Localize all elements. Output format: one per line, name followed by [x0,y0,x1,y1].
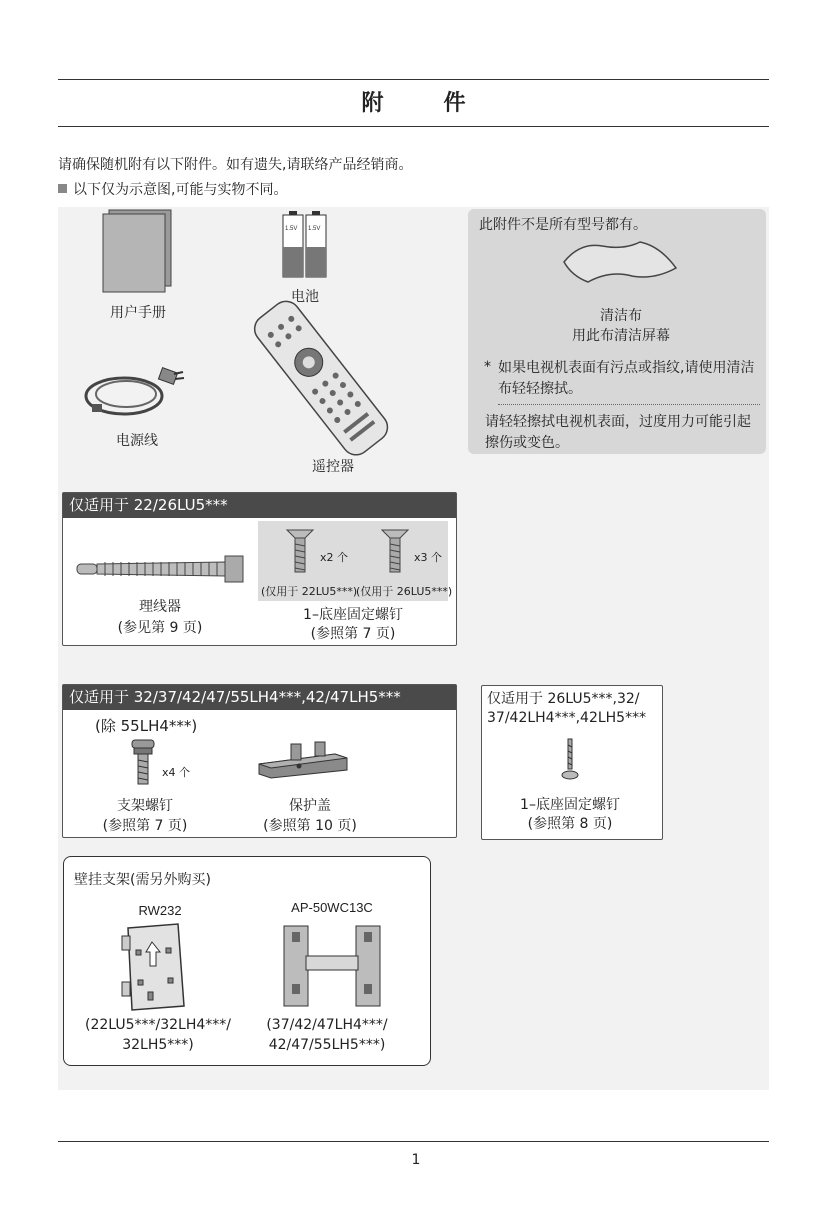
small-box-header-line2: 37/42LH4***,42LH5*** [487,710,647,726]
wall-model-1-fit-1: (22LU5***/32LH4***/ [84,1017,231,1033]
cloth-note-1: 如果电视机表面有污点或指纹,请使用清洁布轻轻擦拭。 [498,360,755,397]
small-box-header-line1: 仅适用于 26LU5***,32/ [487,691,640,707]
small-base-screw-ref: (参照第 8 页) [527,816,613,832]
power-cord-icon [82,366,187,418]
footer-rule [58,1141,769,1142]
cable-holder-icon [75,556,245,582]
screw-x3-note: (仅用于 26LU5***) [356,585,453,598]
manual-icon [103,210,173,292]
cleaning-cloth-icon [562,240,680,284]
stand-screw-count: x4 个 [162,766,191,779]
screw-x2-note: (仅用于 22LU5***) [261,585,358,598]
page-number: 1 [411,1152,421,1168]
intro-line-2-text: 以下仅为示意图,可能与实物不同。 [73,182,288,198]
base-screw-ref: (参照第 7 页) [310,626,396,642]
remote-icon [255,300,395,450]
optional-heading: 此附件不是所有型号都有。 [479,217,647,233]
wall-model-2-fit-1: (37/42/47LH4***/ [266,1017,388,1033]
stand-screw-icon [130,738,156,786]
protection-cover-ref: (参照第 10 页) [263,818,357,834]
wall-model-1-name: RW232 [138,903,182,918]
cable-holder-ref: (参见第 9 页) [117,620,203,636]
note-asterisk: * [484,359,491,375]
wall-bracket-ap50wc13c-icon [280,924,384,1008]
page-title [58,86,769,117]
intro-line-2 [58,179,287,199]
lh-box-header: 仅适用于 32/37/42/47/55LH4***,42/47LH5*** [63,685,456,710]
base-screw-icon-1 [285,528,315,574]
title-char-2: 件 [443,91,466,116]
small-base-screw-label: 1–底座固定螺钉 [520,797,620,813]
battery-label: 电池 [291,289,319,305]
manual-label: 用户手册 [110,305,166,321]
bullet-square-icon [58,184,67,193]
power-cord-label: 电源线 [116,433,158,449]
cloth-name: 清洁布 [600,308,642,324]
battery-label-2: 1.5V [308,226,321,232]
small-base-screw-icon [560,737,580,783]
wall-model-2-name: AP-50WC13C [291,900,373,915]
small-box-header [487,690,646,728]
lu5-box-header: 仅适用于 22/26LU5*** [63,493,456,518]
title-char-1: 附 [361,91,384,116]
lh-except-note: (除 55LH4***) [95,717,198,735]
screw-x2-count: x2 个 [320,551,349,564]
wall-model-2-fit-2: 42/47/55LH5***) [268,1037,386,1053]
top-rule [58,79,769,80]
stand-screw-ref: (参照第 7 页) [102,818,188,834]
screw-x3-count: x3 个 [414,551,443,564]
battery-icon [282,209,328,279]
note-separator [498,404,760,405]
cloth-note-2: 请轻轻擦拭电视机表面，过度用力可能引起擦伤或变色。 [485,414,751,451]
base-screw-icon-2 [380,528,410,574]
wall-bracket-rw232-icon [118,922,198,1012]
intro-line-1: 请确保随机附有以下附件。如有遗失,请联络产品经销商。 [58,157,413,173]
protection-cover-label: 保护盖 [289,798,331,814]
stand-screw-label: 支架螺钉 [117,798,173,814]
base-screw-label: 1–底座固定螺钉 [303,607,403,623]
wall-mount-header: 壁挂支架(需另外购买) [74,872,211,888]
title-rule [58,126,769,127]
cable-holder-label: 理线器 [139,599,181,615]
wall-model-1-fit-2: 32LH5***) [122,1037,194,1053]
protection-cover-icon [255,740,351,780]
cloth-description: 用此布清洁屏幕 [572,328,670,344]
battery-label-1: 1.5V [285,226,298,232]
remote-label: 遥控器 [312,459,354,475]
